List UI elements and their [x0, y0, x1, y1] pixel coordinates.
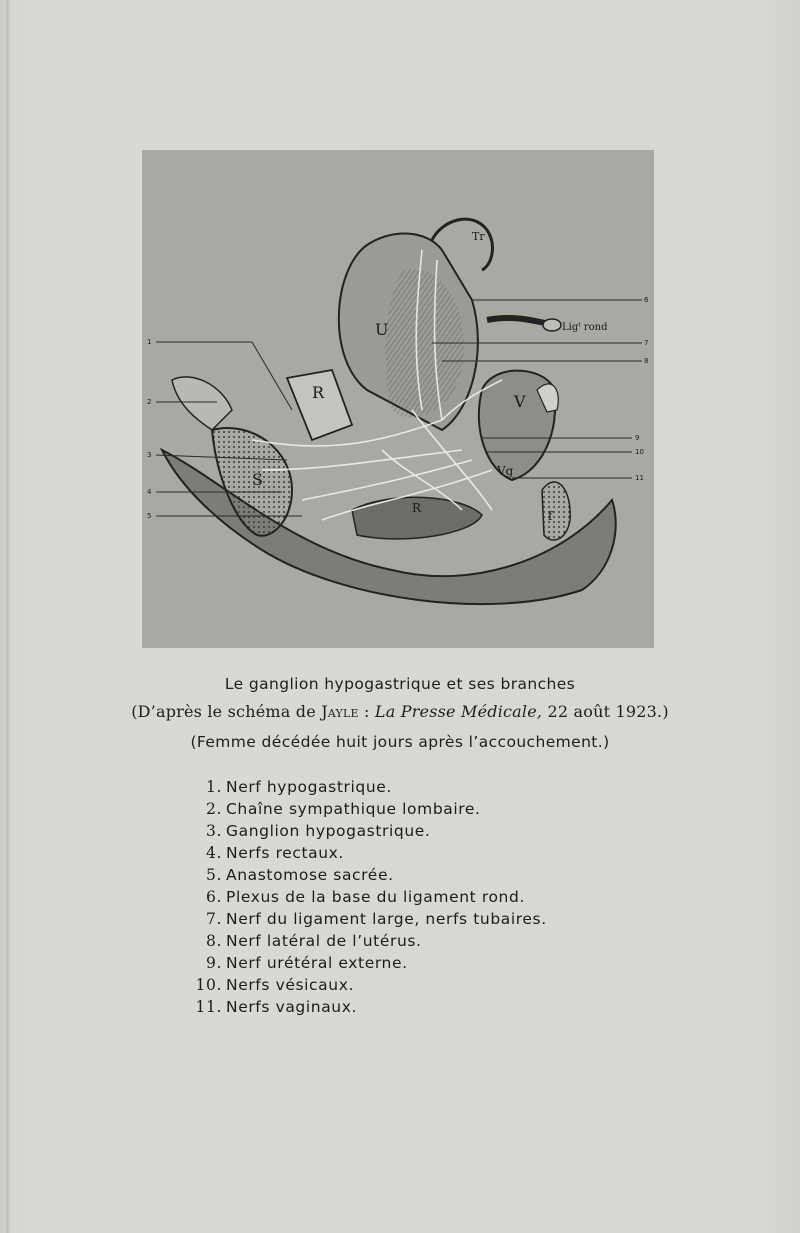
legend-item: [195, 996, 615, 1018]
callout-4: 4: [147, 488, 152, 496]
label-S: S: [252, 470, 263, 489]
legend-text: Nerf latéral de l’utérus.: [226, 932, 422, 950]
legend-number: 2.: [206, 800, 222, 818]
source-journal: La Presse Médicale,: [374, 702, 543, 721]
label-U: U: [375, 320, 389, 339]
legend-text: Chaîne sympathique lombaire.: [226, 800, 481, 818]
callout-5: 5: [147, 512, 152, 520]
legend-item: [195, 908, 615, 930]
legend-item: [195, 776, 615, 798]
legend-text: Ganglion hypogastrique.: [226, 822, 431, 840]
legend-number: 3.: [206, 822, 222, 840]
anatomical-illustration: [142, 150, 654, 648]
label-T: Tr: [472, 230, 485, 243]
label-f: f: [548, 509, 553, 523]
legend-number: 9.: [206, 954, 222, 972]
callout-1: 1: [147, 338, 152, 346]
label-Vg: Vg: [497, 464, 514, 478]
legend-text: Anastomose sacrée.: [226, 866, 394, 884]
legend-number: 6.: [206, 888, 222, 906]
legend-text: Nerf du ligament large, nerfs tubaires.: [226, 910, 547, 928]
callout-6: 6: [644, 296, 649, 304]
legend-item: [195, 842, 615, 864]
callout-11: 11: [635, 474, 644, 482]
legend-number: 7.: [206, 910, 222, 928]
legend-text: Nerfs rectaux.: [226, 844, 344, 862]
page-spine-edge: [6, 0, 10, 1233]
label-lig-rond: Ligᵗ rond: [562, 322, 608, 333]
callout-7: 7: [644, 339, 649, 347]
legend-number: 10.: [195, 976, 222, 994]
callout-2: 2: [147, 398, 152, 406]
source-separator: :: [364, 702, 370, 721]
callout-8: 8: [644, 357, 649, 365]
legend-item: [195, 864, 615, 886]
label-R-top: R: [312, 383, 325, 402]
legend-item: [195, 974, 615, 996]
callout-9: 9: [635, 434, 640, 442]
callout-3: 3: [147, 451, 152, 459]
legend-number: 4.: [206, 844, 222, 862]
legend-number: 5.: [206, 866, 222, 884]
figure-source: [0, 702, 800, 721]
legend-item: [195, 952, 615, 974]
legend-text: Nerf hypogastrique.: [226, 778, 392, 796]
source-author: Jayle: [321, 702, 359, 721]
source-prefix: (D’après le schéma de: [131, 702, 316, 721]
legend-item: [195, 886, 615, 908]
legend-item: [195, 930, 615, 952]
label-V: V: [514, 392, 526, 411]
legend-number: 11.: [195, 998, 222, 1016]
figure-legend: [195, 776, 615, 1018]
legend-text: Plexus de la base du ligament rond.: [226, 888, 525, 906]
label-R-bottom: R: [412, 501, 422, 515]
legend-text: Nerfs vésicaux.: [226, 976, 354, 994]
source-date: 22 août 1923.): [547, 702, 669, 721]
legend-text: Nerfs vaginaux.: [226, 998, 358, 1016]
legend-text: Nerf urétéral externe.: [226, 954, 408, 972]
figure-title: Le ganglion hypogastrique et ses branches: [224, 675, 576, 693]
callout-10: 10: [635, 448, 644, 456]
legend-number: 1.: [206, 778, 222, 796]
legend-item: [195, 798, 615, 820]
legend-item: [195, 820, 615, 842]
legend-number: 8.: [206, 932, 222, 950]
figure-note: (Femme décédée huit jours après l’accouchement.): [190, 733, 610, 751]
